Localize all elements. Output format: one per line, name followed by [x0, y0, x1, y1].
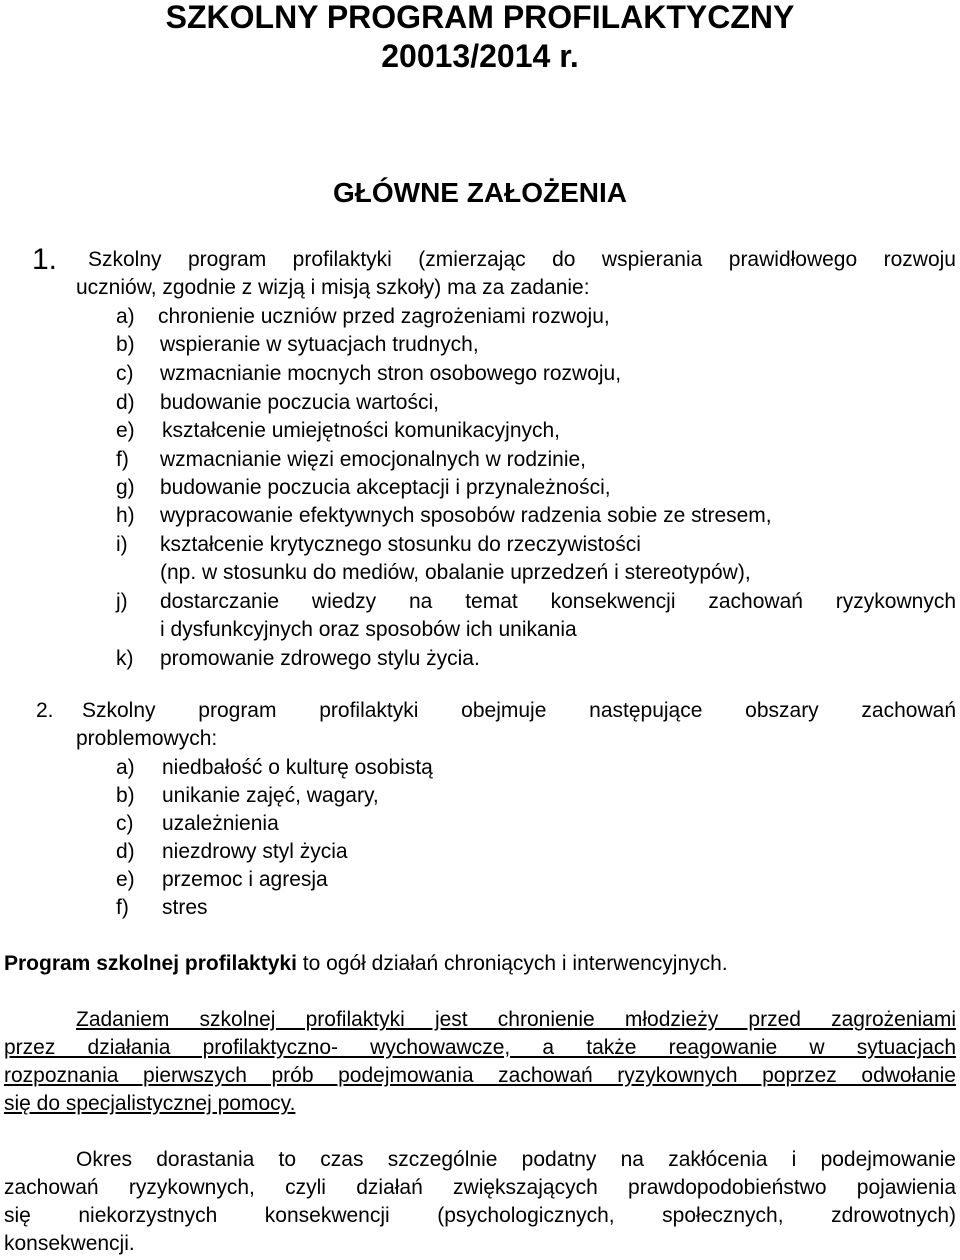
task-paragraph-line2: przez działania profilaktyczno- wychowawcze, a także reagowanie w sytuacjach: [4, 1036, 956, 1059]
list-item: wypracowanie efektywnych sposobów radzenia sobie ze stresem,: [160, 504, 772, 527]
list-item-label: b): [116, 333, 135, 356]
list-item-label: i): [116, 533, 128, 556]
list-item-label: h): [116, 504, 135, 527]
definition-paragraph: [4, 950, 728, 978]
list-item: stres: [162, 896, 208, 919]
period-paragraph-line3: się niekorzystnych konsekwencji (psychologicznych, społecznych, zdrowotnych): [4, 1204, 956, 1227]
list-item-label: k): [116, 647, 134, 670]
list-item: niezdrowy styl życia: [162, 840, 348, 863]
list-item-label: b): [116, 784, 135, 807]
section-heading: GŁÓWNE ZAŁOŻENIA: [333, 177, 627, 208]
period-paragraph-line2: zachowań ryzykownych, czyli działań zwiększających prawdopodobieństwo pojawienia: [4, 1176, 956, 1199]
list-item: budowanie poczucia wartości,: [160, 391, 439, 414]
list-item-label: d): [116, 840, 135, 863]
section2-intro-line1: Szkolny program profilaktyki obejmuje następujące obszary zachowań: [82, 699, 956, 722]
section2-number: 2.: [36, 699, 54, 722]
document-title-line2: 20013/2014 r.: [381, 38, 579, 74]
list-item-label: e): [116, 868, 135, 891]
task-paragraph-line4: się do specjalistycznej pomocy.: [4, 1092, 296, 1115]
list-item-label: c): [116, 362, 134, 385]
list-item: kształcenie umiejętności komunikacyjnych,: [162, 419, 561, 442]
list-item: budowanie poczucia akceptacji i przynależności,: [160, 476, 611, 499]
list-item: wzmacnianie mocnych stron osobowego rozwoju,: [160, 362, 622, 385]
definition-term: Program szkolnej profilaktyki: [4, 952, 297, 975]
section2-intro-line2: problemowych:: [76, 727, 218, 750]
list-item: wspieranie w sytuacjach trudnych,: [160, 333, 479, 356]
list-item-label: a): [116, 305, 135, 328]
list-item-continuation: (np. w stosunku do mediów, obalanie uprzedzeń i stereotypów),: [160, 561, 751, 584]
period-paragraph-line1: Okres dorastania to czas szczególnie podatny na zakłócenia i podejmowanie: [76, 1148, 956, 1171]
period-paragraph-line4: konsekwencji.: [4, 1232, 135, 1255]
document-title-line1: SZKOLNY PROGRAM PROFILAKTYCZNY: [165, 0, 795, 35]
list-item-label: f): [116, 896, 129, 919]
section1-number: 1.: [32, 243, 58, 276]
task-paragraph-line1: Zadaniem szkolnej profilaktyki jest chronienie młodzieży przed zagrożeniami: [76, 1008, 956, 1031]
list-item: chronienie uczniów przed zagrożeniami rozwoju,: [158, 305, 610, 328]
list-item: dostarczanie wiedzy na temat konsekwencji zachowań ryzykownych: [160, 590, 956, 613]
list-item: niedbałość o kulturę osobistą: [162, 756, 433, 779]
list-item-label: f): [116, 448, 129, 471]
section1-intro-line1: Szkolny program profilaktyki (zmierzając do wspierania prawidłowego rozwoju: [88, 248, 956, 271]
definition-text: to ogół działań chroniących i interwencyjnych.: [296, 952, 728, 975]
list-item: unikanie zajęć, wagary,: [162, 784, 379, 807]
list-item: kształcenie krytycznego stosunku do rzeczywistości: [160, 533, 641, 556]
section1-intro-line2: uczniów, zgodnie z wizją i misją szkoły) ma za zadanie:: [76, 276, 590, 299]
list-item-label: e): [116, 419, 135, 442]
list-item-continuation: i dysfunkcyjnych oraz sposobów ich unikania: [160, 618, 577, 641]
list-item-label: a): [116, 756, 135, 779]
list-item-label: c): [116, 812, 134, 835]
list-item-label: g): [116, 476, 135, 499]
list-item: przemoc i agresja: [162, 868, 328, 891]
task-paragraph-line3: rozpoznania pierwszych prób podejmowania zachowań ryzykownych poprzez odwołanie: [4, 1064, 956, 1087]
list-item: wzmacnianie więzi emocjonalnych w rodzinie,: [160, 448, 587, 471]
list-item-label: j): [116, 590, 128, 613]
list-item: promowanie zdrowego stylu życia.: [160, 647, 480, 670]
list-item: uzależnienia: [162, 812, 279, 835]
list-item-label: d): [116, 391, 135, 414]
